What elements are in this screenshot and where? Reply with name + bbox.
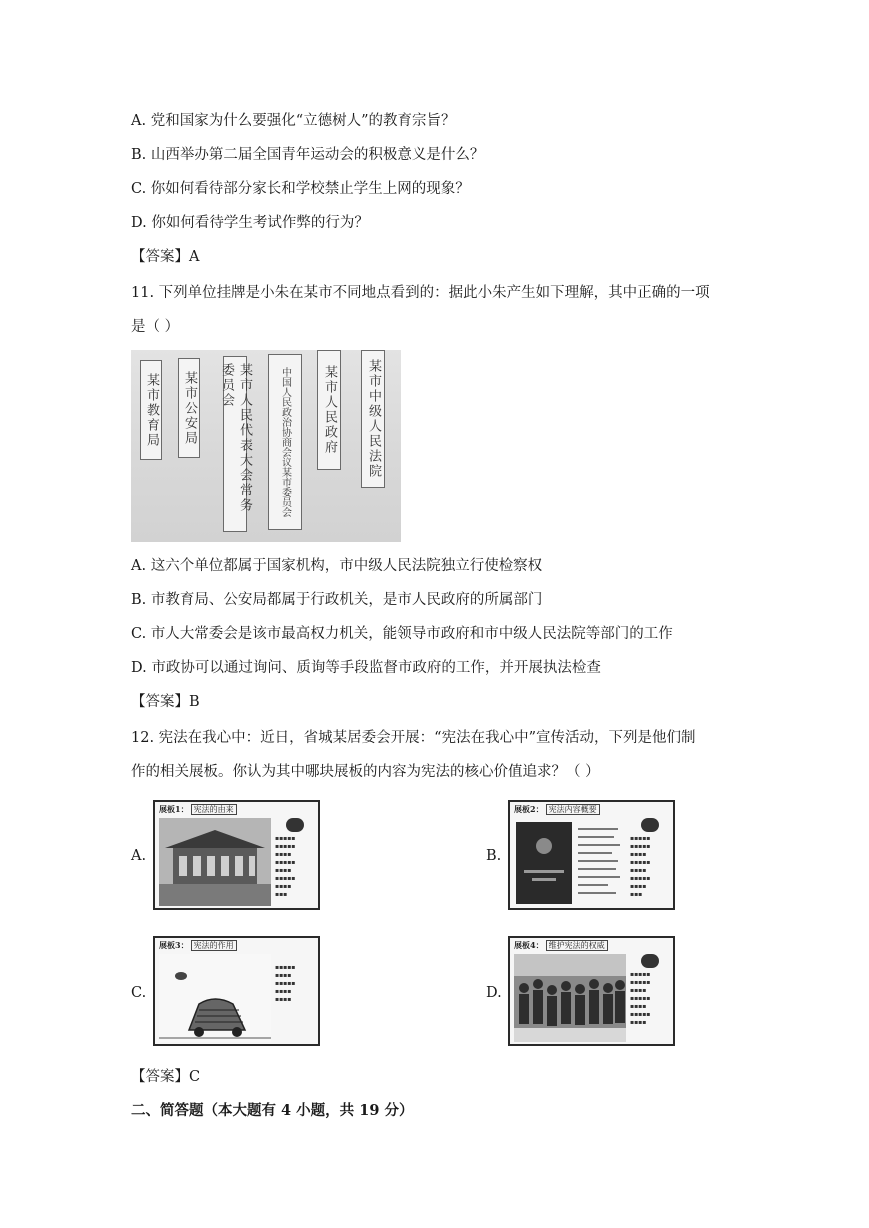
board-2-title: 展板2： 宪法内容概要 xyxy=(514,804,600,815)
q10-option-c: C. 你如何看待部分家长和学校禁止学生上网的现象？ xyxy=(131,181,470,197)
board-2-constitution-book xyxy=(514,818,626,906)
q12-stem-line1: 12. 宪法在我心中：近日，省城某居委会开展：“宪法在我心中”宣传活动，下列是他们制 xyxy=(131,730,696,746)
q12-option-d-label: D. xyxy=(486,985,502,1001)
board-3-text: ▪▪▪▪▪ ▪▪▪▪ ▪▪▪▪▪ ▪▪▪▪ ▪▪▪▪ xyxy=(275,964,296,1003)
q11-option-b: B. 市教育局、公安局都属于行政机关，是市人民政府的所属部门 xyxy=(131,592,543,608)
q10-option-a: A. 党和国家为什么要强化“立德树人”的教育宗旨？ xyxy=(131,113,456,129)
exhibit-board-3 xyxy=(153,936,320,1046)
q11-option-d: D. 市政协可以通过询问、质询等手段监督市政府的工作，并开展执法检查 xyxy=(131,660,601,676)
sign-intermediate-court: 某市中级人民法院 xyxy=(361,350,385,488)
section-heading: 二、简答题（本大题有 4 小题，共 19 分） xyxy=(131,1102,414,1119)
q12-option-c-label: C. xyxy=(131,985,147,1001)
q11-stem-line2: 是（ ） xyxy=(131,319,180,335)
exhibit-board-2 xyxy=(508,800,675,910)
sign-cppcc-committee: 中国人民政治协商会议某市委员会 xyxy=(268,354,302,530)
board-4-crowd-photo xyxy=(514,954,626,1042)
board-3-title: 展板3： 宪法的作用 xyxy=(159,940,237,951)
board-4-title: 展板4： 维护宪法的权威 xyxy=(514,940,608,951)
board-1-text: ▪▪▪▪▪ ▪▪▪▪▪ ▪▪▪▪ ▪▪▪▪▪ ▪▪▪▪ ▪▪▪▪▪ ▪▪▪▪ ▪▪▪ xyxy=(275,818,315,906)
sign-npc-standing-committee: 某市人民代表大会常务委员会 xyxy=(223,356,247,532)
board-2-text: ▪▪▪▪▪ ▪▪▪▪▪ ▪▪▪▪ ▪▪▪▪▪ ▪▪▪▪ ▪▪▪▪▪ ▪▪▪▪ ▪▪▪ xyxy=(630,818,670,906)
q10-answer: 【答案】A xyxy=(131,249,200,265)
sign-education-bureau: 某市教育局 xyxy=(140,360,162,460)
q11-answer: 【答案】B xyxy=(131,694,200,710)
board-1-title: 展板1： 宪法的由来 xyxy=(159,804,237,815)
q12-answer: 【答案】C xyxy=(131,1069,201,1085)
q11-option-c: C. 市人大常委会是该市最高权力机关，能领导市政府和市中级人民法院等部门的工作 xyxy=(131,626,673,642)
q11-stem-line1: 11. 下列单位挂牌是小朱在某市不同地点看到的：据此小朱产生如下理解，其中正确的一项 xyxy=(131,285,710,301)
q12-option-b-label: B. xyxy=(486,848,502,864)
exhibit-board-1 xyxy=(153,800,320,910)
q12-stem-line2: 作的相关展板。你认为其中哪块展板的内容为宪法的核心价值追求？（ ） xyxy=(131,764,600,780)
q12-option-a-label: A. xyxy=(131,848,147,864)
exhibit-board-4 xyxy=(508,936,675,1046)
board-4-text: ▪▪▪▪▪ ▪▪▪▪▪ ▪▪▪▪ ▪▪▪▪▪ ▪▪▪▪ ▪▪▪▪▪ ▪▪▪▪ xyxy=(630,954,670,1042)
board-3-cartoon xyxy=(159,954,271,1042)
q10-option-d: D. 你如何看待学生考试作弊的行为？ xyxy=(131,215,369,231)
signboards-photo xyxy=(131,350,401,542)
board-1-building-photo xyxy=(159,818,271,906)
q10-option-b: B. 山西举办第二届全国青年运动会的积极意义是什么？ xyxy=(131,147,485,163)
sign-public-security-bureau: 某市公安局 xyxy=(178,358,200,458)
sign-municipal-government: 某市人民政府 xyxy=(317,350,341,470)
q11-option-a: A. 这六个单位都属于国家机构，市中级人民法院独立行使检察权 xyxy=(131,558,543,574)
